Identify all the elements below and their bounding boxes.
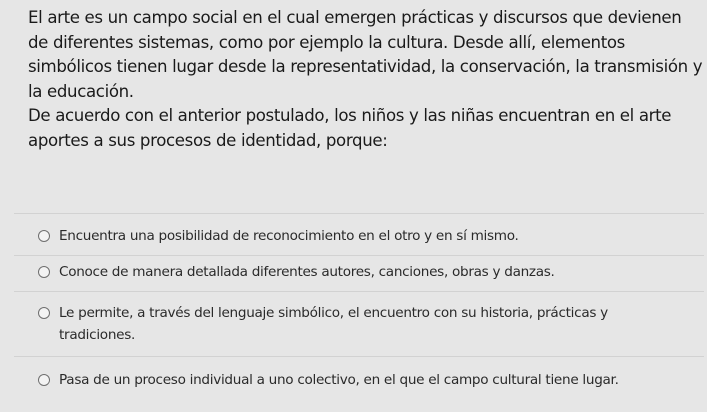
answer-option-4[interactable] (38, 369, 678, 391)
radio-button-icon[interactable] (38, 230, 50, 242)
answer-option-2[interactable] (38, 261, 678, 283)
answer-option-label: Le permite, a través del lenguaje simbólico, el encuentro con su historia, prácticas y tradiciones. (59, 305, 608, 343)
answer-option-label: Encuentra una posibilidad de reconocimiento en el otro y en sí mismo. (59, 228, 519, 244)
radio-button-icon[interactable] (38, 266, 50, 278)
answer-option-3[interactable] (38, 302, 678, 346)
question-paragraph-context: El arte es un campo social en el cual emergen prácticas y discursos que devienen de diferentes sistemas, como por ejemplo la cultura. Desde allí, elementos simbólicos tienen lugar desde la representatividad, la conservación, la transmisión y la educación. (28, 8, 703, 101)
divider (14, 291, 704, 292)
radio-button-icon[interactable] (38, 307, 50, 319)
question-text (28, 6, 704, 154)
divider (14, 213, 704, 214)
radio-button-icon[interactable] (38, 374, 50, 386)
answer-option-label: Conoce de manera detallada diferentes autores, canciones, obras y danzas. (59, 264, 555, 280)
answer-option-1[interactable] (38, 225, 678, 247)
answer-option-label: Pasa de un proceso individual a uno colectivo, en el que el campo cultural tiene lugar. (59, 372, 619, 388)
divider (14, 255, 704, 256)
divider (14, 356, 704, 357)
question-paragraph-prompt: De acuerdo con el anterior postulado, los niños y las niñas encuentran en el arte aportes a sus procesos de identidad, porque: (28, 106, 672, 150)
